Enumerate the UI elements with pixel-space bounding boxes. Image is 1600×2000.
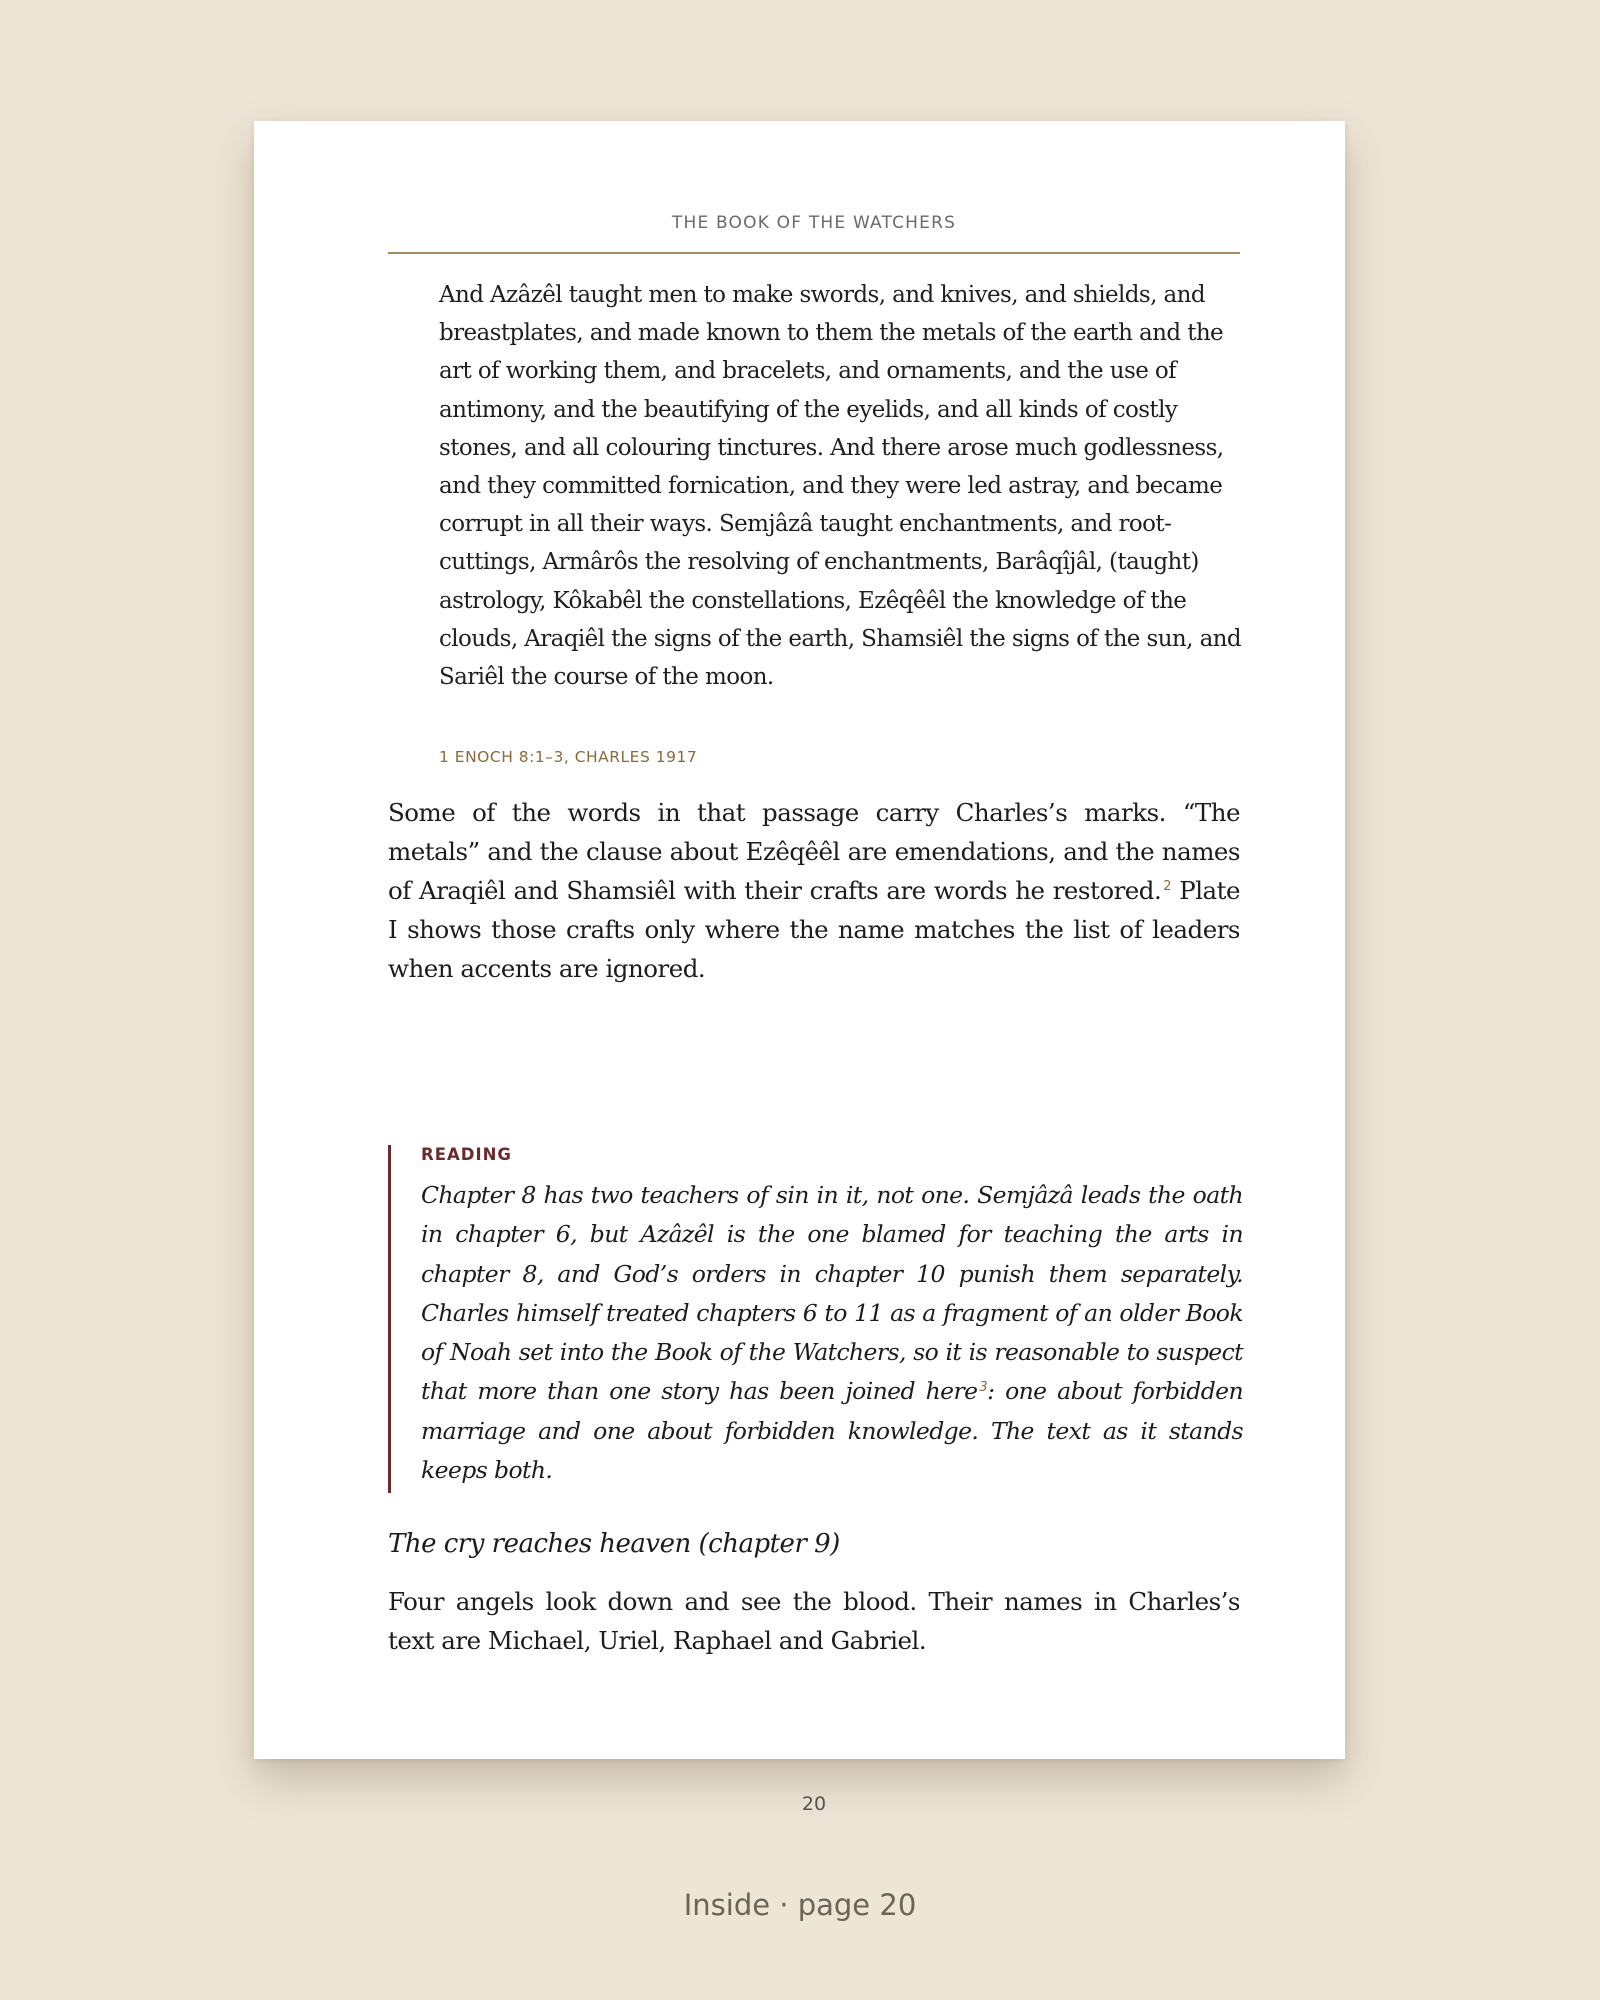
running-head-rule: [388, 252, 1240, 254]
reading-sidebar: [388, 1145, 1243, 1493]
reading-text-part: : one about forbidden marriage and one about forbidden knowledge. The text as it stands keeps both.: [421, 1377, 1243, 1485]
footnote-marker[interactable]: 2: [1163, 878, 1172, 894]
body-paragraph: Four angels look down and see the blood. Their names in Charles’s text are Michael, Uriel, Raphael and Gabriel.: [388, 1587, 1240, 1655]
quote-citation: 1 ENOCH 8:1–3, CHARLES 1917: [439, 748, 698, 766]
running-head: THE BOOK OF THE WATCHERS: [671, 213, 957, 233]
page-number: 20: [801, 1793, 827, 1815]
body-paragraph: [388, 793, 1240, 988]
paragraph-text: Plate I shows those crafts only where the name matches the list of leaders when accents are ignored.: [388, 876, 1241, 983]
reading-text-part: Chapter 8 has two teachers of sin in it, not one. Semjâzâ leads the oath in chapter 6, but Azâzêl is the one blamed for teaching the arts in chapter 8, and God’s orders in chapter 10 punish them separately. Charles himself treated chapters 6 to 11 as a fragment of an older Book of Noah set into the Book of the Watchers, so it is reasonable to suspect that more than one story has been joined here: [421, 1181, 1243, 1406]
footnote-marker[interactable]: 3: [979, 1379, 988, 1395]
block-quote: And Azâzêl taught men to make swords, and knives, and shields, and breastplates, and made known to them the metals of the earth and the art of working them, and bracelets, and ornaments, and the use of antimony, and the beautifying of the eyelids, and all kinds of costly stones, and all colouring tinctures. And there arose much godlessness, and they committed fornication, and they were led astray, and became corrupt in all their ways. Semjâzâ taught enchantments, and root-cuttings, Armârôs the resolving of enchantments, Barâqîjâl, (taught) astrology, Kôkabêl the constellations, Ezêqêêl the knowledge of the clouds, Araqiêl the signs of the earth, Shamsiêl the signs of the sun, and Sariêl the course of the moon.: [439, 282, 1242, 691]
book-page: [254, 121, 1345, 1815]
reading-text: [421, 1176, 1243, 1490]
paragraph-text: Some of the words in that passage carry Charles’s marks. “The metals” and the clause about Ezêqêêl are emendations, and the names of Araqiêl and Shamsiêl with their crafts are words he restored.: [388, 798, 1240, 905]
reading-label: READING: [421, 1145, 512, 1164]
page-caption: Inside · page 20: [683, 1888, 917, 1922]
section-subhead: The cry reaches heaven (chapter 9): [388, 1529, 840, 1559]
